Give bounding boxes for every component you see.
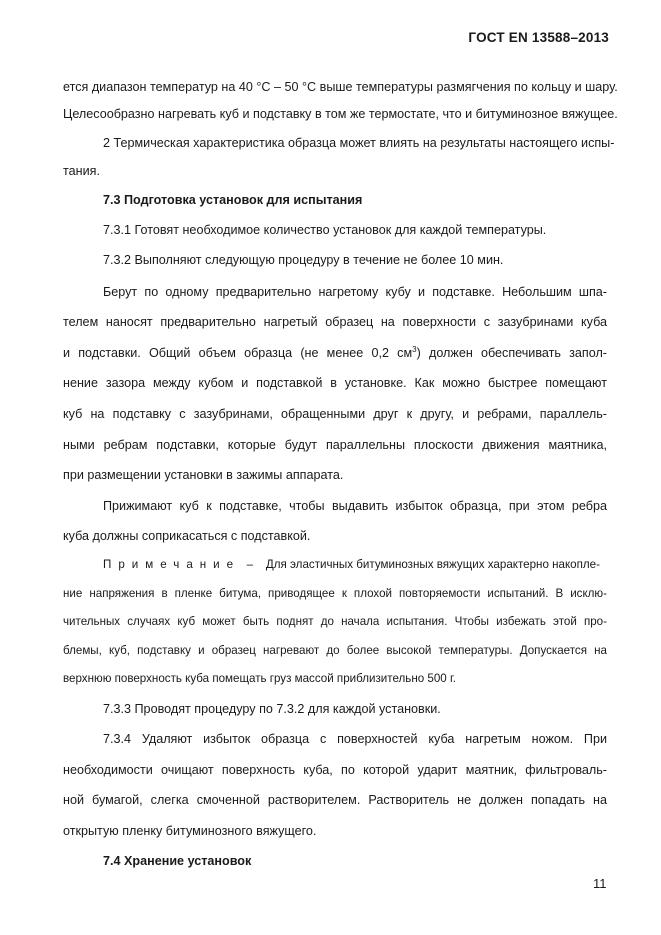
section-7-4-heading: 7.4 Хранение установок <box>103 854 252 868</box>
section-7-3-heading: 7.3 Подготовка установок для испытания <box>103 193 363 207</box>
note-label: Примечание <box>103 558 241 571</box>
note-line: ние напряжения в пленке битума, приводящее к плохой повторяемости испытаний. В исклю- <box>63 587 607 600</box>
text-line: ными ребрам подставки, которые будут параллельны плоскости движения маятника, <box>63 438 607 452</box>
text-line: нение зазора между кубом и подставкой в установке. Как можно быстрее помещают <box>63 376 607 390</box>
note-line: верхнюю поверхность куба помещать груз массой приблизительно 500 г. <box>63 672 457 685</box>
text-line: Прижимают куб к подставке, чтобы выдавить избыток образца, при этом ребра <box>103 499 607 513</box>
note-line: чительных случаях куб может быть поднят до начала испытания. Чтобы избежать этой про- <box>63 615 607 628</box>
text-line: Целесообразно нагревать куб и подставку в том же термостате, что и битуминозное вяжущее. <box>63 107 618 121</box>
superscript: 3 <box>412 344 417 354</box>
document-code-header: ГОСТ EN 13588–2013 <box>468 30 609 45</box>
note-line <box>103 557 607 573</box>
note-2-line: тания. <box>63 164 100 178</box>
text-line: куба должны соприкасаться с подставкой. <box>63 529 311 543</box>
note-line: блемы, куб, подставку и образец нагревают до более высокой температуры. Допускается на <box>63 644 607 657</box>
text-line <box>63 345 607 361</box>
clause-7-3-1: 7.3.1 Готовят необходимое количество установок для каждой температуры. <box>103 223 547 237</box>
clause-7-3-4-line: 7.3.4 Удаляют избыток образца с поверхностей куба нагретым ножом. При <box>103 732 607 746</box>
clause-7-3-4-line: ной бумагой, слегка смоченной растворителем. Растворитель не должен попадать на <box>63 793 607 807</box>
text-fragment: ) должен обеспечивать запол- <box>416 346 607 360</box>
text-line: ется диапазон температур на 40 °С – 50 °С выше температуры размягчения по кольцу и шару. <box>63 80 618 94</box>
text-line: при размещении установки в зажимы аппарата. <box>63 468 344 482</box>
clause-7-3-4-line: открытую пленку битуминозного вяжущего. <box>63 824 317 838</box>
text-line: Берут по одному предварительно нагретому кубу и подставке. Небольшим шпа- <box>103 285 607 299</box>
clause-7-3-3: 7.3.3 Проводят процедуру по 7.3.2 для каждой установки. <box>103 702 441 716</box>
clause-7-3-4-line: необходимости очищают поверхность куба, по которой ударит маятник, фильтроваль- <box>63 763 607 777</box>
clause-7-3-2: 7.3.2 Выполняют следующую процедуру в течение не более 10 мин. <box>103 253 504 267</box>
text-fragment: Для эластичных битуминозных вяжущих характерно накопле- <box>265 558 600 571</box>
text-line: куб на подставку с зазубринами, обращенными друг к другу, и ребрами, параллель- <box>63 407 607 421</box>
page-number: 11 <box>593 876 607 891</box>
note-dash: – <box>246 558 254 571</box>
text-line: телем наносят предварительно нагретый образец на поверхности с зазубринами куба <box>63 315 607 329</box>
text-fragment: и подставки. Общий объем образца (не менее 0,2 см <box>63 346 413 360</box>
note-2-line: 2 Термическая характеристика образца может влиять на результаты настоящего испы- <box>103 136 615 150</box>
